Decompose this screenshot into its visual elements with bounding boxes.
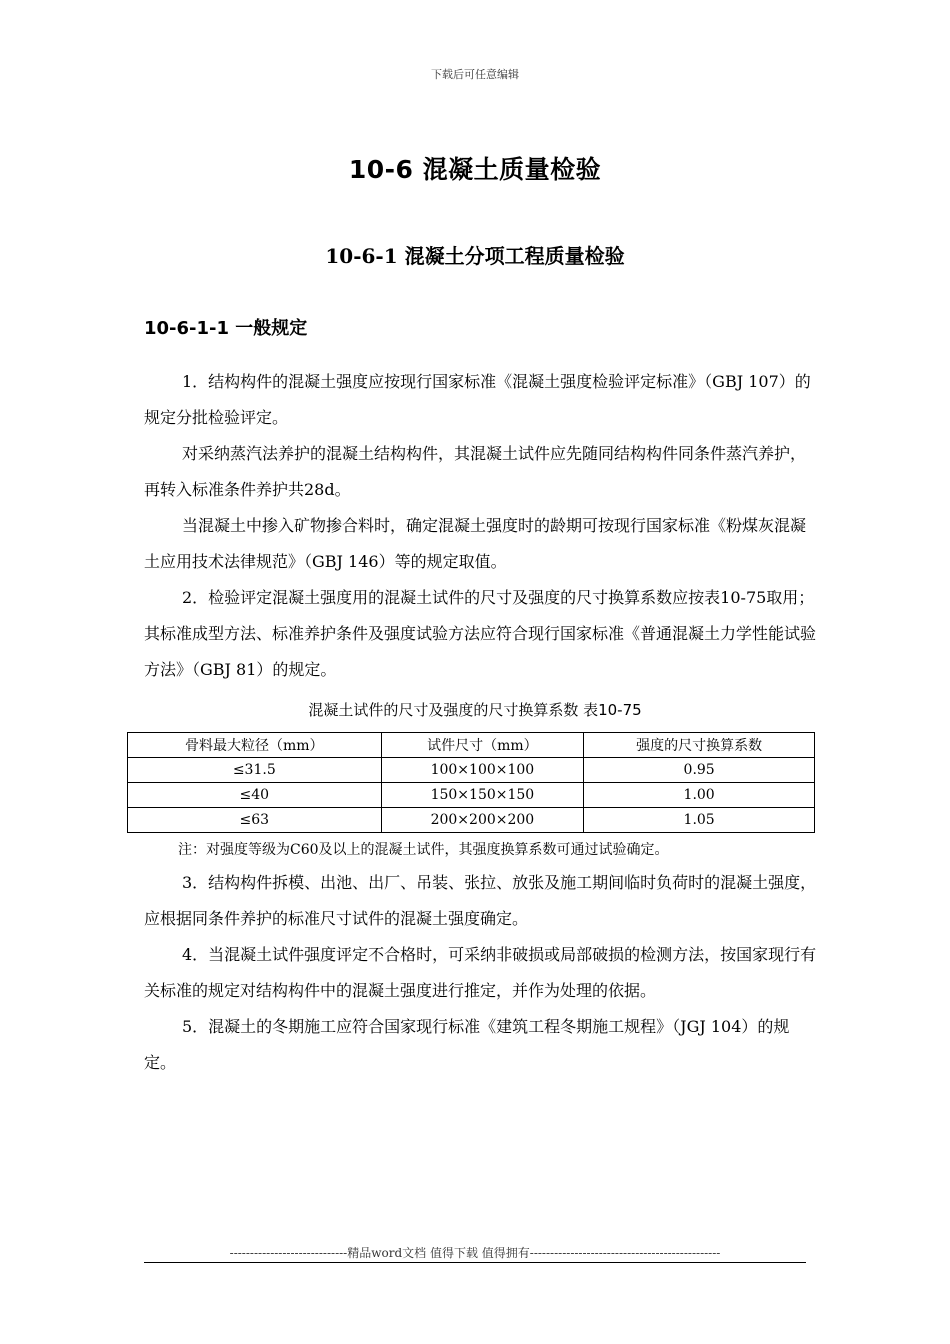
- table-cell: 200×200×200: [381, 808, 584, 833]
- table-cell: 1.05: [584, 808, 815, 833]
- column-header: 骨料最大粒径（mm）: [128, 733, 382, 758]
- table-cell: 0.95: [584, 758, 815, 783]
- table-caption: 混凝土试件的尺寸及强度的尺寸换算系数 表10-75: [308, 701, 642, 719]
- section-title: 10-6-1 混凝土分项工程质量检验: [325, 244, 625, 268]
- subsection-heading: 10-6-1-1 一般规定: [144, 318, 308, 339]
- conversion-table: [127, 732, 815, 833]
- paragraph: 5．混凝土的冬期施工应符合国家现行标准《建筑工程冬期施工规程》（JGJ 104）的规定。: [144, 1017, 790, 1072]
- header-note: 下载后可任意编辑: [431, 68, 519, 81]
- table-cell: 100×100×100: [381, 758, 584, 783]
- paragraph: 对采纳蒸汽法养护的混凝土结构构件，其混凝土试件应先随同结构构件同条件蒸汽养护，再转入标准条件养护共28d。: [144, 444, 807, 499]
- page-title: 10-6 混凝土质量检验: [348, 155, 602, 184]
- table-row: [128, 758, 815, 783]
- footer-text: -----------------------------精品word文档 值得下载 值得拥有-----------------------------------------------: [229, 1246, 721, 1260]
- table-row: [128, 783, 815, 808]
- table-note: 注：对强度等级为C60及以上的混凝土试件，其强度换算系数可通过试验确定。: [178, 842, 669, 858]
- footer-divider: [144, 1262, 806, 1263]
- table-cell: 1.00: [584, 783, 815, 808]
- table-cell: ≤31.5: [128, 758, 382, 783]
- table-cell: ≤40: [128, 783, 382, 808]
- body-text-bottom: [144, 865, 820, 1081]
- column-header: 强度的尺寸换算系数: [584, 733, 815, 758]
- body-text-top: [144, 364, 820, 688]
- column-header: 试件尺寸（mm）: [381, 733, 584, 758]
- paragraph: 1．结构构件的混凝土强度应按现行国家标准《混凝土强度检验评定标准》（GBJ 107）的规定分批检验评定。: [144, 372, 811, 427]
- table-row: [128, 808, 815, 833]
- table-cell: ≤63: [128, 808, 382, 833]
- paragraph: 4．当混凝土试件强度评定不合格时，可采纳非破损或局部破损的检测方法，按国家现行有关标准的规定对结构构件中的混凝土强度进行推定，并作为处理的依据。: [144, 945, 817, 1000]
- table-cell: 150×150×150: [381, 783, 584, 808]
- paragraph: 当混凝土中掺入矿物掺合料时，确定混凝土强度时的龄期可按现行国家标准《粉煤灰混凝土应用技术法律规范》（GBJ 146）等的规定取值。: [144, 516, 807, 571]
- table-header-row: [128, 733, 815, 758]
- paragraph: 2．检验评定混凝土强度用的混凝土试件的尺寸及强度的尺寸换算系数应按表10-75取用；其标准成型方法、标准养护条件及强度试验方法应符合现行国家标准《普通混凝土力学性能试验方法》（GBJ 81）的规定。: [144, 588, 817, 679]
- paragraph: 3．结构构件拆模、出池、出厂、吊装、张拉、放张及施工期间临时负荷时的混凝土强度，应根据同条件养护的标准尺寸试件的混凝土强度确定。: [144, 873, 817, 928]
